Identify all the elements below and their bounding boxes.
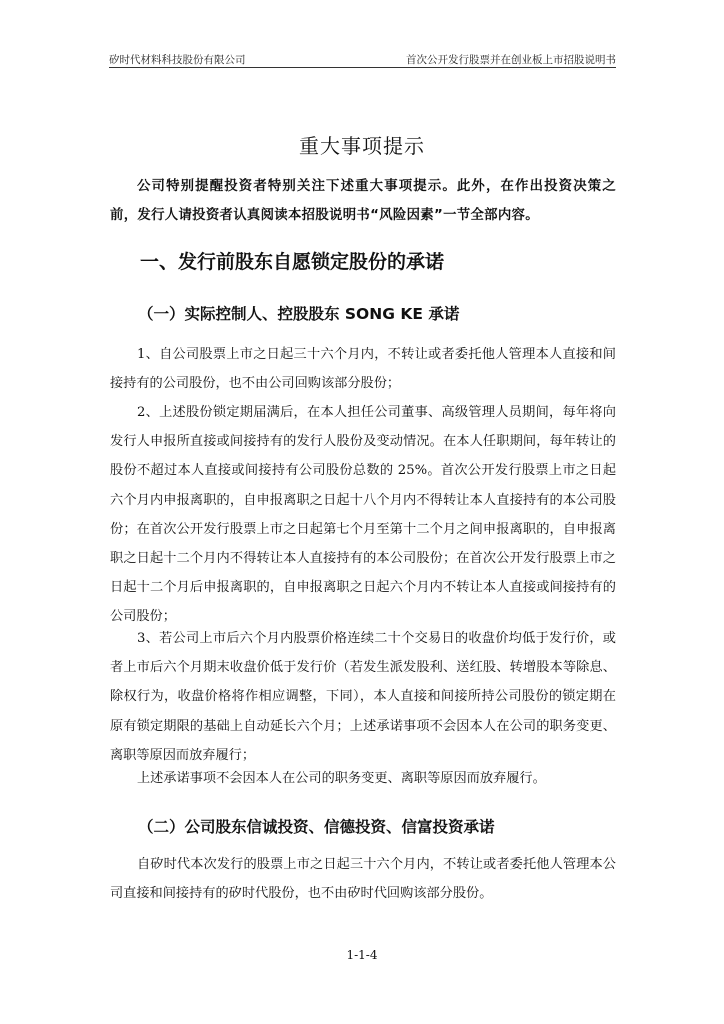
- page-title: 重大事项提示: [299, 134, 425, 158]
- page-header: [109, 52, 616, 68]
- section-1-heading: 一、发行前股东自愿锁定股份的承诺: [140, 251, 445, 273]
- header-doc-title: 首次公开发行股票并在创业板上市招股说明书: [406, 54, 616, 66]
- intro-paragraph: 公司特别提醒投资者特别关注下述重大事项提示。此外，在作出投资决策之前，发行人请投资者认真阅读本招股说明书“风险因素”一节全部内容。: [110, 179, 616, 224]
- commitment-para-3: 3、若公司上市后六个月内股票价格连续二十个交易日的收盘价均低于发行价，或者上市后六个月期末收盘价低于发行价（若发生派发股利、送红股、转增股本等除息、除权行为，收盘价格将作相应调整，下同），本人直接和间接所持公司股份的锁定期在原有锁定期限的基础上自动延长六个月；上述承诺事项不会因本人在公司的职务变更、离职等原因而放弃履行；: [110, 631, 616, 763]
- page-number: 1-1-4: [346, 948, 378, 962]
- subsection-2-heading: （二）公司股东信诚投资、信德投资、信富投资承诺: [138, 818, 495, 836]
- commitment-para-1: 1、自公司股票上市之日起三十六个月内，不转让或者委托他人管理本人直接和间接持有的公司股份，也不由公司回购该部分股份；: [110, 347, 616, 392]
- commitment-para-2: 2、上述股份锁定期届满后，在本人担任公司董事、高级管理人员期间，每年将向发行人申报所直接或间接持有的发行人股份及变动情况。在本人任职期间，每年转让的股份不超过本人直接或间接持有公司股份总数的 25%。首次公开发行股票上市之日起六个月内申报离职的，自申报离职之日起十八个月内不得转让本人直接持有的本公司股份；在首次公开发行股票上市之日起第七个月至第十二个月之间申报离职的，自申报离职之日起十二个月内不得转让本人直接持有的本公司股份；在首次公开发行股票上市之日起十二个月后申报离职的，自申报离职之日起六个月内不转让本人直接或间接持有的公司股份；: [110, 405, 616, 625]
- header-rule: [109, 67, 616, 68]
- subsection-1-heading: （一）实际控制人、控股股东 SONG KE 承诺: [138, 305, 460, 323]
- commitment-para-4: 上述承诺事项不会因本人在公司的职务变更、离职等原因而放弃履行。: [137, 771, 546, 786]
- shareholder-commitment-para: 自矽时代本次发行的股票上市之日起三十六个月内，不转让或者委托他人管理本公司直接和间接持有的矽时代股份，也不由矽时代回购该部分股份。: [110, 857, 616, 902]
- header-company: 矽时代材料科技股份有限公司: [109, 54, 246, 66]
